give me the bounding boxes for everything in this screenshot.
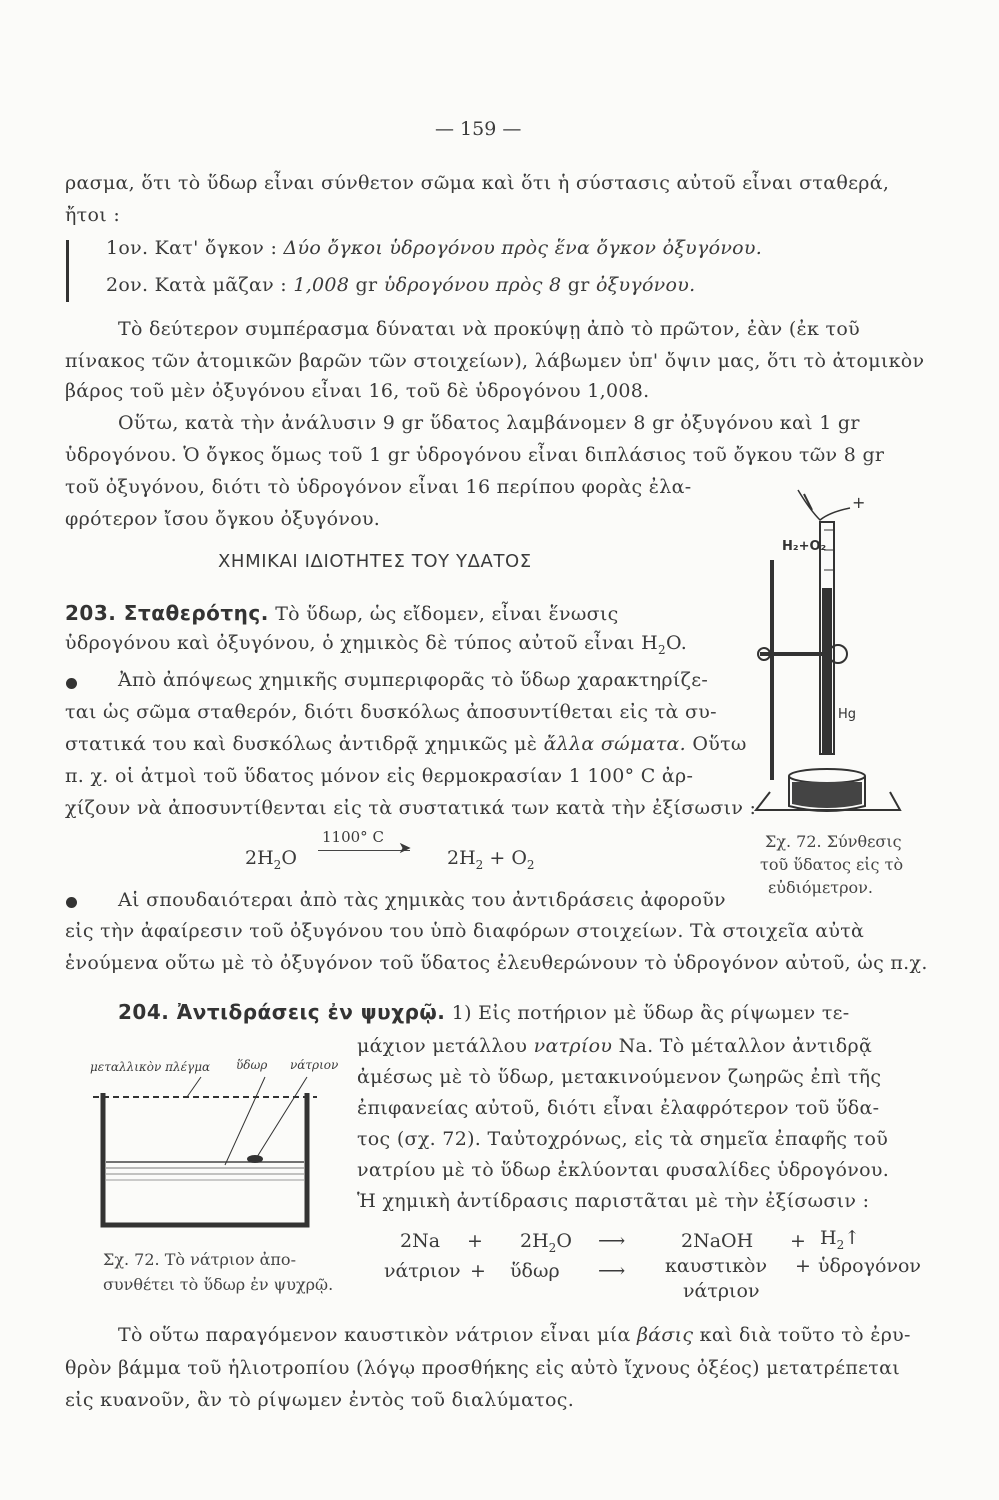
eudiometer-figure [740, 480, 910, 820]
eq2-plus: + [470, 1260, 486, 1282]
paragraph-line: τος (σχ. 72). Ταὐτοχρόνως, εἰς τὰ σημεῖα ἐπαφῆς τοῦ [357, 1128, 889, 1150]
beaker [103, 1093, 307, 1225]
paragraph-line: πίνακος τῶν ἀτομικῶν βαρῶν τῶν στοιχείων), λάβωμεν ὑπ' ὄψιν μας, ὅτι τὸ ἀτομικὸν [65, 350, 925, 372]
equation-1-condition: 1100° C [322, 828, 384, 846]
paragraph-line: Οὕτω, κατὰ τὴν ἀνάλυσιν 9 gr ὕδατος λαμβάνομεν 8 gr ὀξυγόνου καὶ 1 gr [118, 412, 860, 434]
figure-2-label: ὕδωρ [236, 1058, 268, 1072]
stand-rod [770, 560, 774, 780]
eq2-arrow: ⟶ [598, 1260, 626, 1282]
paragraph-line: εἰς κυανοῦν, ἂν τὸ ρίψωμεν ἐντὸς τοῦ διαλύματος. [65, 1389, 575, 1411]
list-bar [66, 240, 69, 302]
plus-label: + [852, 493, 866, 512]
figure-1-caption: Σχ. 72. Σύνθεσις [765, 832, 902, 851]
eq2-word: ὑδρογόνον [818, 1255, 921, 1277]
eq2-term: $2H_2O$ [520, 1230, 572, 1255]
eq2-arrow: ⟶ [598, 1230, 626, 1252]
paragraph-line: στατικά του καὶ δυσκόλως ἀντιδρᾷ χημικῶς μὲ ἄλλα σώματα. Οὕτω [65, 733, 747, 755]
equation-1-arrow-shaft [318, 850, 410, 851]
paragraph-line: χίζουν νὰ ἀποσυντίθενται εἰς τὰ συστατικά των κατὰ τὴν ἐξίσωσιν : [65, 797, 757, 819]
eq2-word: ὕδωρ [510, 1260, 560, 1282]
paragraph-line: Τὸ δεύτερον συμπέρασμα δύναται νὰ προκύψῃ ἀπὸ τὸ πρῶτον, ἐὰν (ἐκ τοῦ [118, 318, 860, 340]
figure-1-caption: τοῦ ὕδατος εἰς τὸ [760, 855, 904, 874]
eq2-term: 2Na [400, 1230, 441, 1252]
eq2-term: $H_2↑$ [820, 1227, 861, 1252]
equation-1-left: $2H_2O$ [245, 847, 297, 872]
bullet-icon [66, 897, 77, 908]
paragraph-line: Ἀπὸ ἀπόψεως χημικῆς συμπεριφορᾶς τὸ ὕδωρ χαρακτηρίζε- [118, 669, 709, 691]
arrow-head-icon: ➤ [398, 838, 412, 857]
eq2-plus: + [467, 1230, 483, 1252]
figure-2-caption: συνθέτει τὸ ὕδωρ ἐν ψυχρῷ. [103, 1275, 334, 1294]
paragraph-line: Αἱ σπουδαιότεραι ἀπὸ τὰς χημικὰς του ἀντιδράσεις ἀφοροῦν [118, 889, 726, 911]
eq2-term: 2NaOH [681, 1230, 754, 1252]
sodium-piece [247, 1155, 263, 1163]
section-203-line: 203. Σταθερότης. Τὸ ὕδωρ, ὡς εἴδομεν, εἶναι ἕνωσις [65, 601, 619, 625]
paragraph-line: π. χ. οἱ ἀτμοὶ τοῦ ὕδατος μόνον εἰς θερμοκρασίαν 1 100° C ἀρ- [65, 765, 694, 787]
mercury-column [822, 588, 832, 754]
h2o2-label: H₂+O₂ [782, 539, 827, 554]
figure-2-label: νάτριον [290, 1058, 339, 1072]
section-204-title: 204. Ἀντιδράσεις ἐν ψυχρῷ. [118, 1000, 446, 1024]
paragraph-line: Ἡ χημικὴ ἀντίδρασις παριστᾶται μὲ τὴν ἐξίσωσιν : [357, 1190, 870, 1212]
list-item: 1ον. Κατ' ὄγκον : Δύο ὄγκοι ὑδρογόνου πρὸς ἕνα ὄγκον ὀξυγόνου. [106, 237, 763, 259]
section-203-title: 203. Σταθερότης. [65, 601, 269, 625]
paragraph-line: ἑνούμενα οὕτω μὲ τὸ ὀξυγόνον τοῦ ὕδατος ἐλευθερώνουν τὸ ὑδρογόνον αὐτοῦ, ὡς π.χ. [65, 952, 928, 974]
paragraph-line: βάρος τοῦ μὲν ὀξυγόνου εἶναι 16, τοῦ δὲ ὑδρογόνου 1,008. [65, 380, 650, 402]
eq2-word: νάτριον [683, 1280, 760, 1302]
hg-label: Hg [838, 707, 857, 722]
paragraph-line: νατρίου μὲ τὸ ὕδωρ ἐκλύονται φυσαλίδες ὑδρογόνου. [357, 1159, 890, 1181]
paragraph-line: ὑδρογόνου. Ὁ ὄγκος ὅμως τοῦ 1 gr ὑδρογόνου εἶναι διπλάσιος τοῦ ὄγκου τῶν 8 gr [65, 444, 885, 466]
text-line: ρασμα, ὅτι τὸ ὕδωρ εἶναι σύνθετον σῶμα καὶ ὅτι ἡ σύστασις αὐτοῦ εἶναι σταθερά, [65, 172, 890, 194]
section-204-line: 204. Ἀντιδράσεις ἐν ψυχρῷ. 1) Εἰς ποτήριον μὲ ὕδωρ ἂς ρίψωμεν τε- [118, 1000, 850, 1024]
eq2-plus: + [790, 1230, 806, 1252]
eq2-plus: + [795, 1255, 811, 1277]
paragraph-line: Τὸ οὕτω παραγόμενον καυστικὸν νάτριον εἶναι μία βάσις καὶ διὰ τοῦτο τὸ ἐρυ- [118, 1324, 911, 1346]
bullet-icon [66, 678, 77, 689]
paragraph-line: μάχιον μετάλλου νατρίου Na. Τὸ μέταλλον ἀντιδρᾷ [357, 1035, 873, 1057]
page-number: — 159 — [435, 118, 522, 140]
list-item: 2ον. Κατὰ μᾶζαν : 1,008 gr ὑδρογόνου πρὸς 8 gr ὀξυγόνου. [106, 274, 696, 296]
electrode-wire [798, 490, 850, 520]
figure-2-label: μεταλλικὸν πλέγμα [90, 1060, 211, 1074]
paragraph-line: φρότερον ἴσου ὄγκου ὀξυγόνου. [65, 508, 381, 530]
equation-1-right: $2H_2 + O_2$ [447, 847, 535, 872]
section-title: ΧΗΜΙΚΑΙ ΙΔΙΟΤΗΤΕΣ ΤΟΥ ΥΔΑΤΟΣ [218, 551, 532, 572]
figure-1-caption: εὐδιόμετρον. [768, 878, 873, 897]
text-line: ἤτοι : [65, 204, 121, 226]
paragraph-line: ἐπιφανείας αὐτοῦ, διότι εἶναι ἐλαφρότερον τοῦ ὕδα- [357, 1097, 880, 1119]
paragraph-line: ται ὡς σῶμα σταθερόν, διότι δυσκόλως ἀποσυντίθεται εἰς τὰ συ- [65, 701, 717, 723]
paragraph-line: ἀμέσως μὲ τὸ ὕδωρ, μετακινούμενον ζωηρῶς ἐπὶ τῆς [357, 1066, 882, 1088]
beaker-figure [85, 1075, 330, 1235]
section-203-line: ὑδρογόνου καὶ ὀξυγόνου, ὁ χημικὸς δὲ τύπος αὐτοῦ εἶναι $H_2O$. [65, 632, 688, 657]
paragraph-line: τοῦ ὀξυγόνου, διότι τὸ ὑδρογόνον εἶναι 16 περίπου φορὰς ἐλα- [65, 476, 692, 498]
eq2-word: καυστικὸν [665, 1255, 768, 1277]
eq2-word: νάτριον [384, 1260, 461, 1282]
paragraph-line: θρὸν βάμμα τοῦ ἡλιοτροπίου (λόγῳ προσθήκης εἰς αὐτὸ ἴχνους ὀξέος) μετατρέπεται [65, 1357, 900, 1379]
paragraph-line: εἰς τὴν ἀφαίρεσιν τοῦ ὀξυγόνου του ὑπὸ διαφόρων στοιχείων. Τὰ στοιχεῖα αὐτὰ [65, 920, 865, 942]
figure-2-caption: Σχ. 72. Τὸ νάτριον ἀπο- [103, 1250, 296, 1269]
